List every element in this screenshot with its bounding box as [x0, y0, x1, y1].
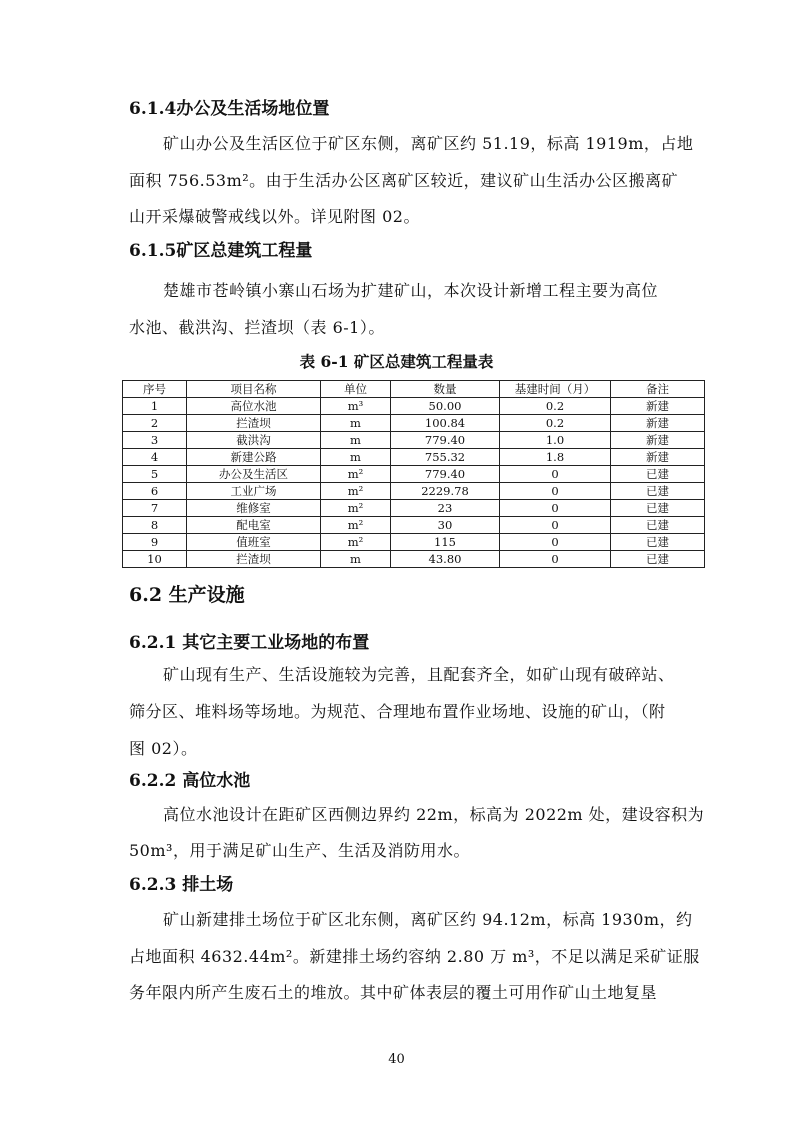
cell-unit: m³: [321, 398, 391, 415]
paragraph-line: 高位水池设计在距矿区西侧边界约 22m，标高为 2022m 处，建设容积为: [163, 805, 705, 824]
header-index: 序号: [123, 381, 187, 398]
section-6-2-1-heading: 6.2.1 其它主要工业场地的布置: [129, 633, 370, 653]
paragraph-line: 山开采爆破警戒线以外。详见附图 02。: [129, 207, 420, 226]
table-row: [123, 432, 705, 449]
cell-index: 4: [123, 449, 187, 466]
header-build-time: 基建时间（月）: [500, 381, 611, 398]
cell-item-name: 办公及生活区: [187, 466, 321, 483]
cell-unit: m²: [321, 517, 391, 534]
paragraph-line: 50m³，用于满足矿山生产、生活及消防用水。: [129, 841, 470, 860]
cell-unit: m²: [321, 500, 391, 517]
table-row: [123, 500, 705, 517]
cell-index: 6: [123, 483, 187, 500]
cell-build-time: 0: [500, 483, 611, 500]
table-row: [123, 415, 705, 432]
cell-quantity: 50.00: [391, 398, 500, 415]
cell-quantity: 23: [391, 500, 500, 517]
section-6-2-heading: 6.2 生产设施: [129, 584, 245, 606]
paragraph-line: 矿山现有生产、生活设施较为完善，且配套齐全，如矿山现有破碎站、: [163, 665, 675, 684]
cell-build-time: 1.8: [500, 449, 611, 466]
paragraph-line: 面积 756.53m²。由于生活办公区离矿区较近，建议矿山生活办公区搬离矿: [129, 171, 679, 190]
header-item-name: 项目名称: [187, 381, 321, 398]
cell-unit: m²: [321, 534, 391, 551]
cell-index: 1: [123, 398, 187, 415]
header-unit: 单位: [321, 381, 391, 398]
table-row: [123, 483, 705, 500]
cell-unit: m: [321, 551, 391, 568]
cell-unit: m²: [321, 483, 391, 500]
cell-index: 8: [123, 517, 187, 534]
cell-index: 9: [123, 534, 187, 551]
cell-remarks: 已建: [611, 500, 705, 517]
cell-build-time: 0: [500, 517, 611, 534]
section-6-2-3-heading: 6.2.3 排土场: [129, 875, 234, 895]
section-6-1-5-heading: 6.1.5矿区总建筑工程量: [129, 241, 313, 261]
header-quantity: 数量: [391, 381, 500, 398]
cell-remarks: 新建: [611, 449, 705, 466]
paragraph-line: 筛分区、堆料场等场地。为规范、合理地布置作业场地、设施的矿山，（附: [129, 702, 666, 721]
cell-unit: m: [321, 449, 391, 466]
cell-build-time: 0: [500, 551, 611, 568]
paragraph-line: 图 02）。: [129, 739, 198, 758]
section-6-1-4-heading: 6.1.4办公及生活场地位置: [129, 99, 330, 119]
cell-index: 3: [123, 432, 187, 449]
cell-index: 10: [123, 551, 187, 568]
page-number: 40: [388, 1052, 405, 1067]
cell-quantity: 100.84: [391, 415, 500, 432]
cell-item-name: 配电室: [187, 517, 321, 534]
cell-unit: m: [321, 415, 391, 432]
cell-item-name: 新建公路: [187, 449, 321, 466]
cell-quantity: 779.40: [391, 466, 500, 483]
engineering-quantity-table: [122, 380, 705, 568]
cell-remarks: 已建: [611, 551, 705, 568]
table-row: [123, 534, 705, 551]
cell-quantity: 2229.78: [391, 483, 500, 500]
cell-item-name: 高位水池: [187, 398, 321, 415]
table-header-row: [123, 381, 705, 398]
table-row: [123, 517, 705, 534]
cell-remarks: 新建: [611, 432, 705, 449]
paragraph-line: 楚雄市苍岭镇小寨山石场为扩建矿山，本次设计新增工程主要为高位: [163, 281, 659, 300]
cell-index: 2: [123, 415, 187, 432]
table-row: [123, 449, 705, 466]
cell-build-time: 1.0: [500, 432, 611, 449]
cell-index: 5: [123, 466, 187, 483]
paragraph-line: 务年限内所产生废石土的堆放。其中矿体表层的覆土可用作矿山土地复垦: [129, 983, 658, 1002]
paragraph-line: 水池、截洪沟、拦渣坝（表 6-1）。: [129, 318, 385, 337]
cell-item-name: 拦渣坝: [187, 415, 321, 432]
cell-quantity: 30: [391, 517, 500, 534]
cell-quantity: 43.80: [391, 551, 500, 568]
cell-quantity: 779.40: [391, 432, 500, 449]
cell-build-time: 0: [500, 500, 611, 517]
cell-remarks: 已建: [611, 483, 705, 500]
cell-build-time: 0.2: [500, 415, 611, 432]
cell-unit: m: [321, 432, 391, 449]
cell-remarks: 新建: [611, 415, 705, 432]
cell-remarks: 已建: [611, 534, 705, 551]
cell-build-time: 0: [500, 534, 611, 551]
cell-remarks: 已建: [611, 517, 705, 534]
cell-unit: m²: [321, 466, 391, 483]
table-row: [123, 466, 705, 483]
table-caption: 表 6-1 矿区总建筑工程量表: [299, 352, 494, 371]
paragraph-line: 矿山新建排土场位于矿区北东侧，离矿区约 94.12m，标高 1930m，约: [163, 910, 693, 929]
cell-item-name: 截洪沟: [187, 432, 321, 449]
cell-build-time: 0: [500, 466, 611, 483]
cell-item-name: 拦渣坝: [187, 551, 321, 568]
cell-remarks: 已建: [611, 466, 705, 483]
cell-quantity: 755.32: [391, 449, 500, 466]
table-row: [123, 398, 705, 415]
header-remarks: 备注: [611, 381, 705, 398]
paragraph-line: 占地面积 4632.44m²。新建排土场约容纳 2.80 万 m³，不足以满足采矿证服: [129, 947, 700, 966]
cell-index: 7: [123, 500, 187, 517]
cell-quantity: 115: [391, 534, 500, 551]
cell-item-name: 值班室: [187, 534, 321, 551]
cell-item-name: 维修室: [187, 500, 321, 517]
section-6-2-2-heading: 6.2.2 高位水池: [129, 771, 251, 791]
paragraph-line: 矿山办公及生活区位于矿区东侧，离矿区约 51.19，标高 1919m，占地: [163, 134, 694, 153]
cell-remarks: 新建: [611, 398, 705, 415]
cell-item-name: 工业广场: [187, 483, 321, 500]
table-row: [123, 551, 705, 568]
cell-build-time: 0.2: [500, 398, 611, 415]
